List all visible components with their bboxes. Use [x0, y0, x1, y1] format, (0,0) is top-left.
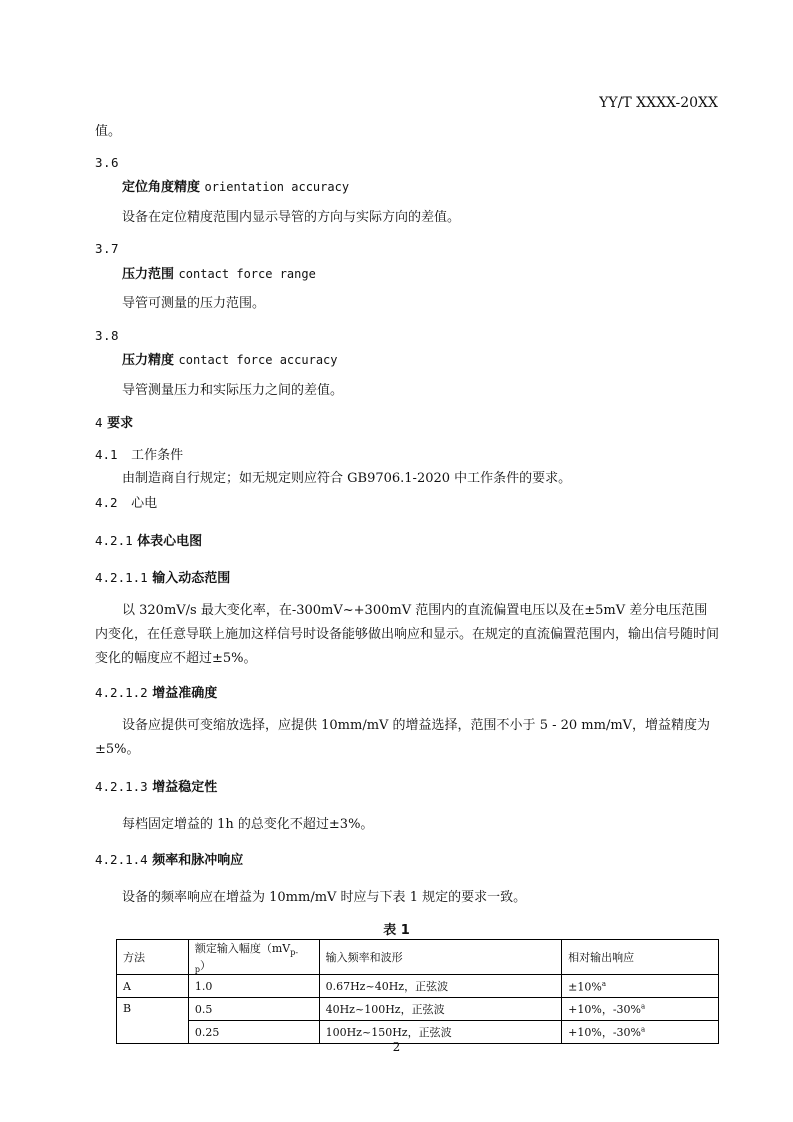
response-text: +10%，-30%	[568, 1003, 642, 1017]
section-title: 频率和脉冲响应	[152, 853, 244, 868]
section-heading	[95, 444, 183, 463]
section-text: 每档固定增益的 1h 的总变化不超过±3%。	[122, 817, 374, 832]
page-number: 2	[392, 1040, 401, 1054]
clause-number: 3.7	[95, 241, 120, 256]
section-text: 由制造商自行规定；如无规定则应符合 GB9706.1-2020 中工作条件的要求。	[122, 471, 572, 486]
response-text: +10%，-30%	[568, 1026, 642, 1040]
header-text: ）	[199, 959, 211, 973]
frequency-cell: 100Hz~150Hz，正弦波	[319, 1021, 562, 1044]
section-number: 4.2.1.2	[95, 685, 148, 700]
amplitude-cell: 1.0	[188, 975, 319, 998]
section-heading	[95, 530, 202, 549]
response-cell	[562, 998, 719, 1021]
section-number: 4.1	[95, 447, 118, 462]
clause-number: 3.6	[95, 155, 120, 170]
footnote-mark: a	[641, 1002, 646, 1011]
term-heading	[122, 263, 316, 282]
section-number: 4.2.1	[95, 533, 133, 548]
term-cn: 压力范围	[122, 267, 175, 282]
section-number: 4	[95, 415, 103, 430]
section-title: 增益准确度	[152, 686, 218, 701]
section-title: 心电	[131, 496, 158, 511]
amplitude-cell: 0.5	[188, 998, 319, 1021]
continuation-text: 值。	[95, 124, 122, 139]
section-number: 4.2	[95, 495, 118, 510]
clause-number: 3.8	[95, 328, 120, 343]
term-en: contact force range	[178, 267, 316, 281]
method-cell: B	[117, 998, 189, 1044]
footnote-mark: a	[601, 979, 607, 988]
term-definition: 导管可测量的压力范围。	[122, 296, 266, 311]
table-header-cell: 输入频率和波形	[319, 940, 562, 975]
section-title: 增益稳定性	[152, 780, 218, 795]
section-text: 以 320mV/s 最大变化率，在-300mV~+300mV 范围内的直流偏置电压以及在±5mV 差分电压范围内变化，在任意导联上施加这样信号时设备能够做出响应和显示。在规定的直流偏置范围内，输出信号随时间变化的幅度应不超过±5%。	[95, 603, 720, 666]
term-en: contact force accuracy	[178, 353, 338, 367]
header-text: 额定输入幅度（mV	[194, 942, 291, 955]
term-heading	[122, 349, 338, 368]
section-number: 4.2.1.4	[95, 852, 148, 867]
section-heading	[95, 776, 217, 795]
table-row	[117, 975, 719, 998]
amplitude-cell: 0.25	[188, 1021, 319, 1044]
section-number: 4.2.1.3	[95, 779, 148, 794]
section-title: 工作条件	[131, 448, 184, 463]
frequency-cell: 40Hz~100Hz，正弦波	[319, 998, 562, 1021]
section-text: 设备应提供可变缩放选择，应提供 10mm/mV 的增益选择，范围不小于 5 - 20 mm/mV，增益精度为±5%。	[95, 718, 711, 757]
response-cell	[562, 975, 719, 998]
term-definition: 设备在定位精度范围内显示导管的方向与实际方向的差值。	[122, 210, 461, 225]
section-number: 4.2.1.1	[95, 570, 148, 585]
term-heading	[122, 176, 349, 195]
table-row	[117, 998, 719, 1021]
method-cell: A	[117, 975, 189, 998]
table-header-cell: 相对输出响应	[562, 940, 719, 975]
section-heading	[95, 412, 133, 431]
section-heading	[95, 567, 230, 586]
footnote-mark: a	[641, 1025, 646, 1034]
table-caption: 表 1	[383, 923, 410, 938]
section-heading	[95, 492, 157, 511]
term-cn: 压力精度	[122, 353, 175, 368]
table-header-cell	[188, 940, 319, 975]
term-en: orientation accuracy	[204, 180, 350, 194]
section-title: 输入动态范围	[152, 571, 231, 586]
section-title: 要求	[107, 416, 134, 431]
section-heading	[95, 849, 243, 868]
frequency-cell: 0.67Hz~40Hz，正弦波	[319, 975, 562, 998]
section-title: 体表心电图	[137, 534, 203, 549]
table-header-row	[117, 940, 719, 975]
table-header-cell: 方法	[117, 940, 189, 975]
section-heading	[95, 682, 217, 701]
section-text: 设备的频率响应在增益为 10mm/mV 时应与下表 1 规定的要求一致。	[122, 890, 527, 905]
term-definition: 导管测量压力和实际压力之间的差值。	[122, 383, 344, 398]
header-subscript: p-p	[194, 948, 299, 975]
response-text: ±10%	[568, 980, 602, 994]
term-cn: 定位角度精度	[122, 180, 201, 195]
document-id: YY/T XXXX-20XX	[599, 95, 718, 111]
frequency-response-table	[116, 939, 719, 1044]
